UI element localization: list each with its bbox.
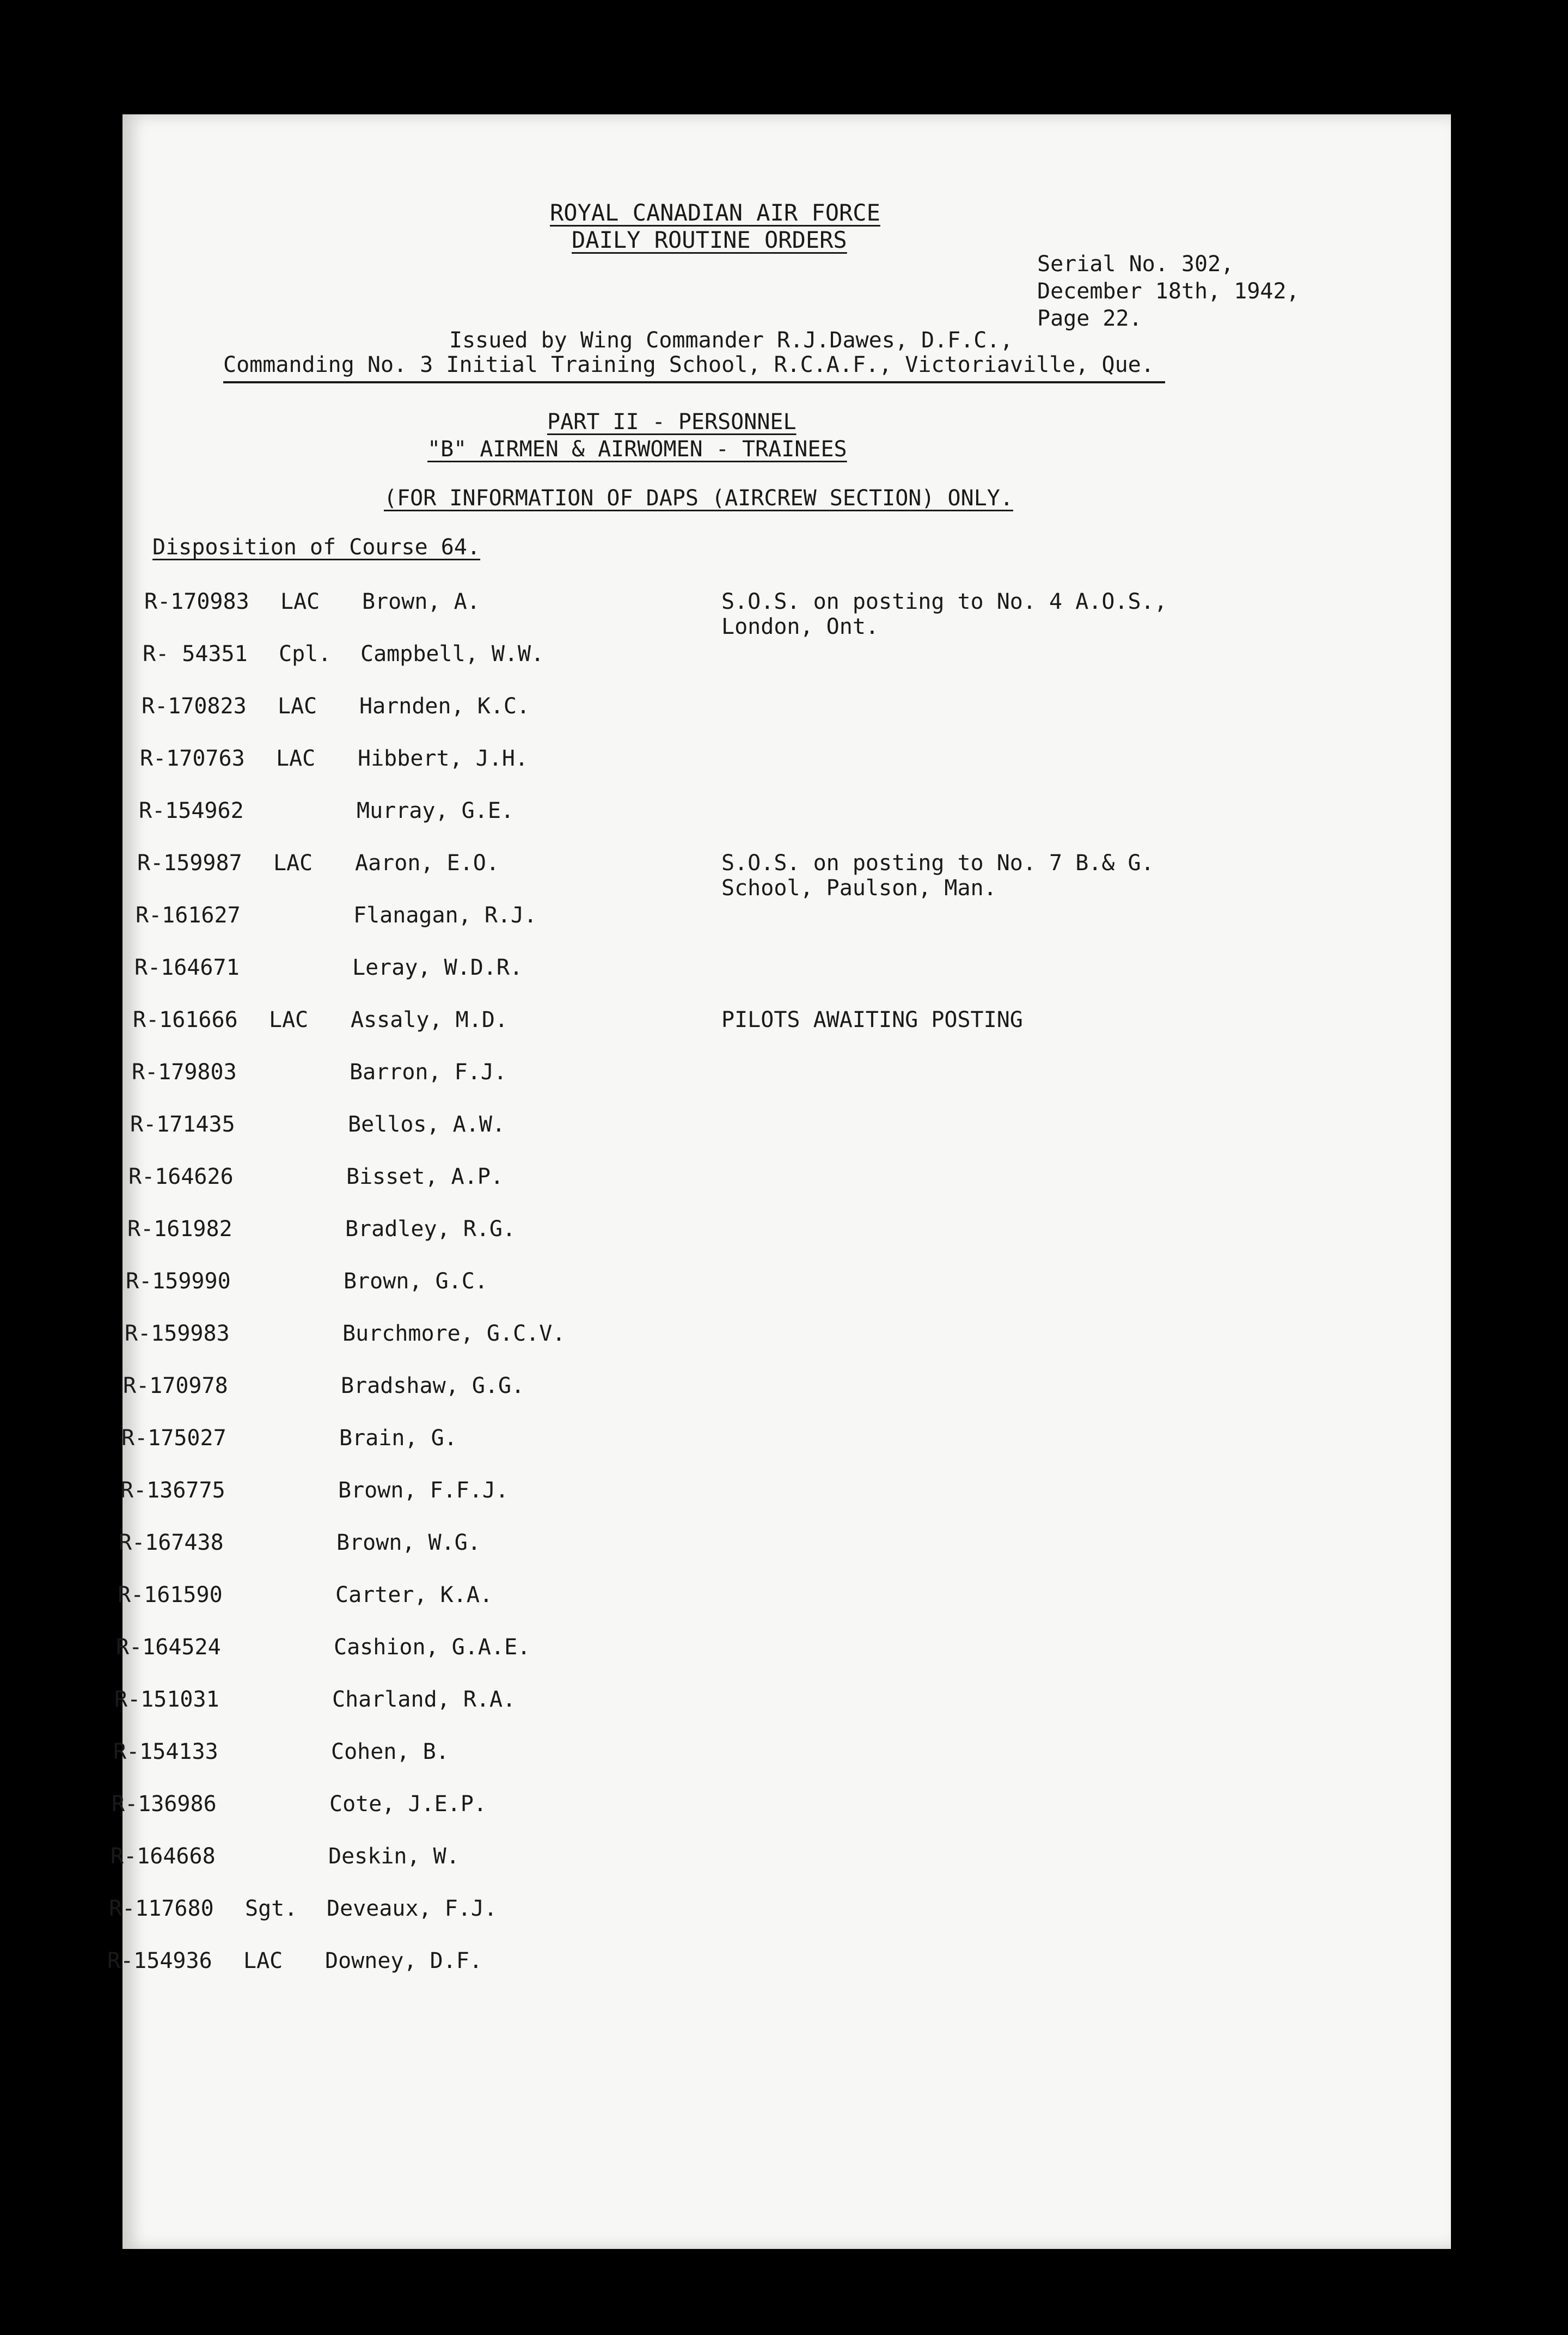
serial-number: Serial No. 302,	[1037, 252, 1234, 277]
record-number: R-151031	[114, 1687, 219, 1712]
record-number: R-179803	[132, 1060, 237, 1085]
record-name: Bradley, R.G.	[345, 1217, 516, 1242]
org-subtitle: DAILY ROUTINE ORDERS	[572, 227, 847, 253]
record-number: R-164524	[116, 1635, 221, 1660]
part-heading: PART II - PERSONNEL	[547, 409, 797, 435]
record-number: R-154133	[113, 1739, 218, 1764]
record-note: S.O.S. on posting to No. 4 A.O.S.,	[721, 589, 1167, 614]
disposition-heading: Disposition of Course 64.	[152, 535, 481, 560]
org-title: ROYAL CANADIAN AIR FORCE	[550, 199, 880, 226]
record-row	[122, 1427, 1451, 1460]
record-number: R-170978	[123, 1373, 228, 1398]
record-name: Cohen, B.	[331, 1739, 449, 1764]
record-name: Cote, J.E.P.	[329, 1792, 487, 1817]
order-date: December 18th, 1942,	[1037, 279, 1300, 304]
record-rank: LAC	[273, 851, 313, 876]
section-subtitle: "B" AIRMEN & AIRWOMEN - TRAINEES	[427, 437, 847, 462]
record-row	[111, 1844, 1451, 1878]
record-number: R-136775	[120, 1478, 225, 1503]
record-number: R-159987	[137, 851, 242, 876]
record-note: S.O.S. on posting to No. 7 B.& G.	[721, 851, 1154, 876]
record-rank: Cpl.	[279, 641, 332, 667]
record-name: Flanagan, R.J.	[353, 903, 537, 928]
record-number: R-171435	[130, 1112, 235, 1137]
page-number: Page 22.	[1037, 306, 1142, 331]
record-row	[122, 851, 1451, 901]
record-row	[122, 800, 1451, 833]
record-row	[122, 1114, 1451, 1146]
record-note: PILOTS AWAITING POSTING	[721, 1007, 1023, 1032]
record-number: R-161666	[133, 1007, 238, 1032]
record-number: R-159990	[126, 1269, 231, 1294]
record-number: R-154962	[139, 798, 244, 823]
commanding-line: Commanding No. 3 Initial Training School, R.C.A.F., Victoriaville, Que.	[223, 352, 1154, 377]
record-row	[112, 1792, 1451, 1826]
record-row	[122, 1375, 1451, 1408]
record-number: R-175027	[121, 1426, 226, 1451]
record-number: R-161590	[118, 1582, 223, 1607]
record-row	[122, 1323, 1451, 1355]
record-name: Campbell, W.W.	[360, 641, 544, 667]
record-row	[122, 643, 1451, 676]
record-number: R-161982	[127, 1217, 232, 1242]
record-number: R- 54351	[143, 641, 248, 667]
record-name: Carter, K.A.	[335, 1582, 493, 1607]
record-name: Harnden, K.C.	[359, 694, 530, 719]
record-name: Bisset, A.P.	[346, 1164, 504, 1189]
record-name: Bradshaw, G.G.	[341, 1373, 525, 1398]
record-number: R-159983	[125, 1321, 230, 1346]
record-number: R-164671	[134, 955, 240, 980]
record-name: Deveaux, F.J.	[327, 1896, 498, 1921]
record-row	[122, 1218, 1451, 1251]
record-name: Bellos, A.W.	[348, 1112, 505, 1137]
record-rank: LAC	[269, 1007, 309, 1032]
record-number: R-170823	[142, 694, 247, 719]
record-row	[122, 589, 1451, 639]
record-row	[122, 1009, 1451, 1042]
record-rank: Sgt.	[245, 1896, 298, 1921]
record-name: Barron, F.J.	[350, 1060, 507, 1085]
record-number: R-170983	[144, 589, 249, 614]
record-row	[122, 957, 1451, 989]
record-name: Assaly, M.D.	[351, 1007, 508, 1032]
record-row	[122, 1061, 1451, 1094]
record-name: Cashion, G.A.E.	[334, 1635, 531, 1660]
record-name: Brown, W.G.	[336, 1530, 481, 1555]
record-rank: LAC	[278, 694, 317, 719]
record-name: Brown, A.	[362, 589, 480, 614]
issued-by: Issued by Wing Commander R.J.Dawes, D.F.C.,	[449, 328, 1013, 353]
record-name: Hibbert, J.H.	[358, 746, 529, 771]
record-rank: LAC	[276, 746, 316, 771]
record-name: Aaron, E.O.	[355, 851, 499, 876]
record-row	[116, 1635, 1451, 1669]
record-number: R-136986	[112, 1792, 217, 1817]
record-name: Brain, G.	[339, 1426, 457, 1451]
record-row	[118, 1582, 1451, 1617]
record-name: Murray, G.E.	[357, 798, 514, 823]
info-note: (FOR INFORMATION OF DAPS (AIRCREW SECTION) ONLY.	[384, 486, 1013, 511]
document-page	[107, 114, 1451, 2249]
record-number: R-164668	[111, 1844, 216, 1869]
record-row	[122, 1480, 1451, 1512]
record-row	[107, 1948, 1451, 1983]
record-name: Brown, F.F.J.	[338, 1478, 509, 1503]
record-number: R-167438	[119, 1530, 224, 1555]
record-number: R-154936	[107, 1948, 212, 1973]
record-number: R-161627	[136, 903, 241, 928]
record-row	[122, 748, 1451, 780]
record-note-continued: School, Paulson, Man.	[721, 876, 997, 901]
record-row	[119, 1530, 1451, 1564]
record-row	[109, 1896, 1451, 1930]
record-row	[113, 1739, 1451, 1774]
record-note-continued: London, Ont.	[721, 614, 879, 639]
record-row	[114, 1687, 1451, 1721]
record-row	[122, 1166, 1451, 1199]
record-name: Charland, R.A.	[332, 1687, 516, 1712]
record-rank: LAC	[243, 1948, 283, 1973]
record-row	[122, 695, 1451, 728]
record-number: R-170763	[140, 746, 245, 771]
record-name: Downey, D.F.	[325, 1948, 482, 1973]
record-name: Leray, W.D.R.	[352, 955, 523, 980]
record-number: R-117680	[109, 1896, 214, 1921]
record-row	[122, 1270, 1451, 1303]
record-name: Burchmore, G.C.V.	[342, 1321, 566, 1346]
header-rule	[223, 381, 1165, 383]
record-row	[122, 904, 1451, 937]
record-name: Brown, G.C.	[344, 1269, 488, 1294]
record-number: R-164626	[128, 1164, 234, 1189]
record-name: Deskin, W.	[328, 1844, 460, 1869]
record-rank: LAC	[280, 589, 320, 614]
